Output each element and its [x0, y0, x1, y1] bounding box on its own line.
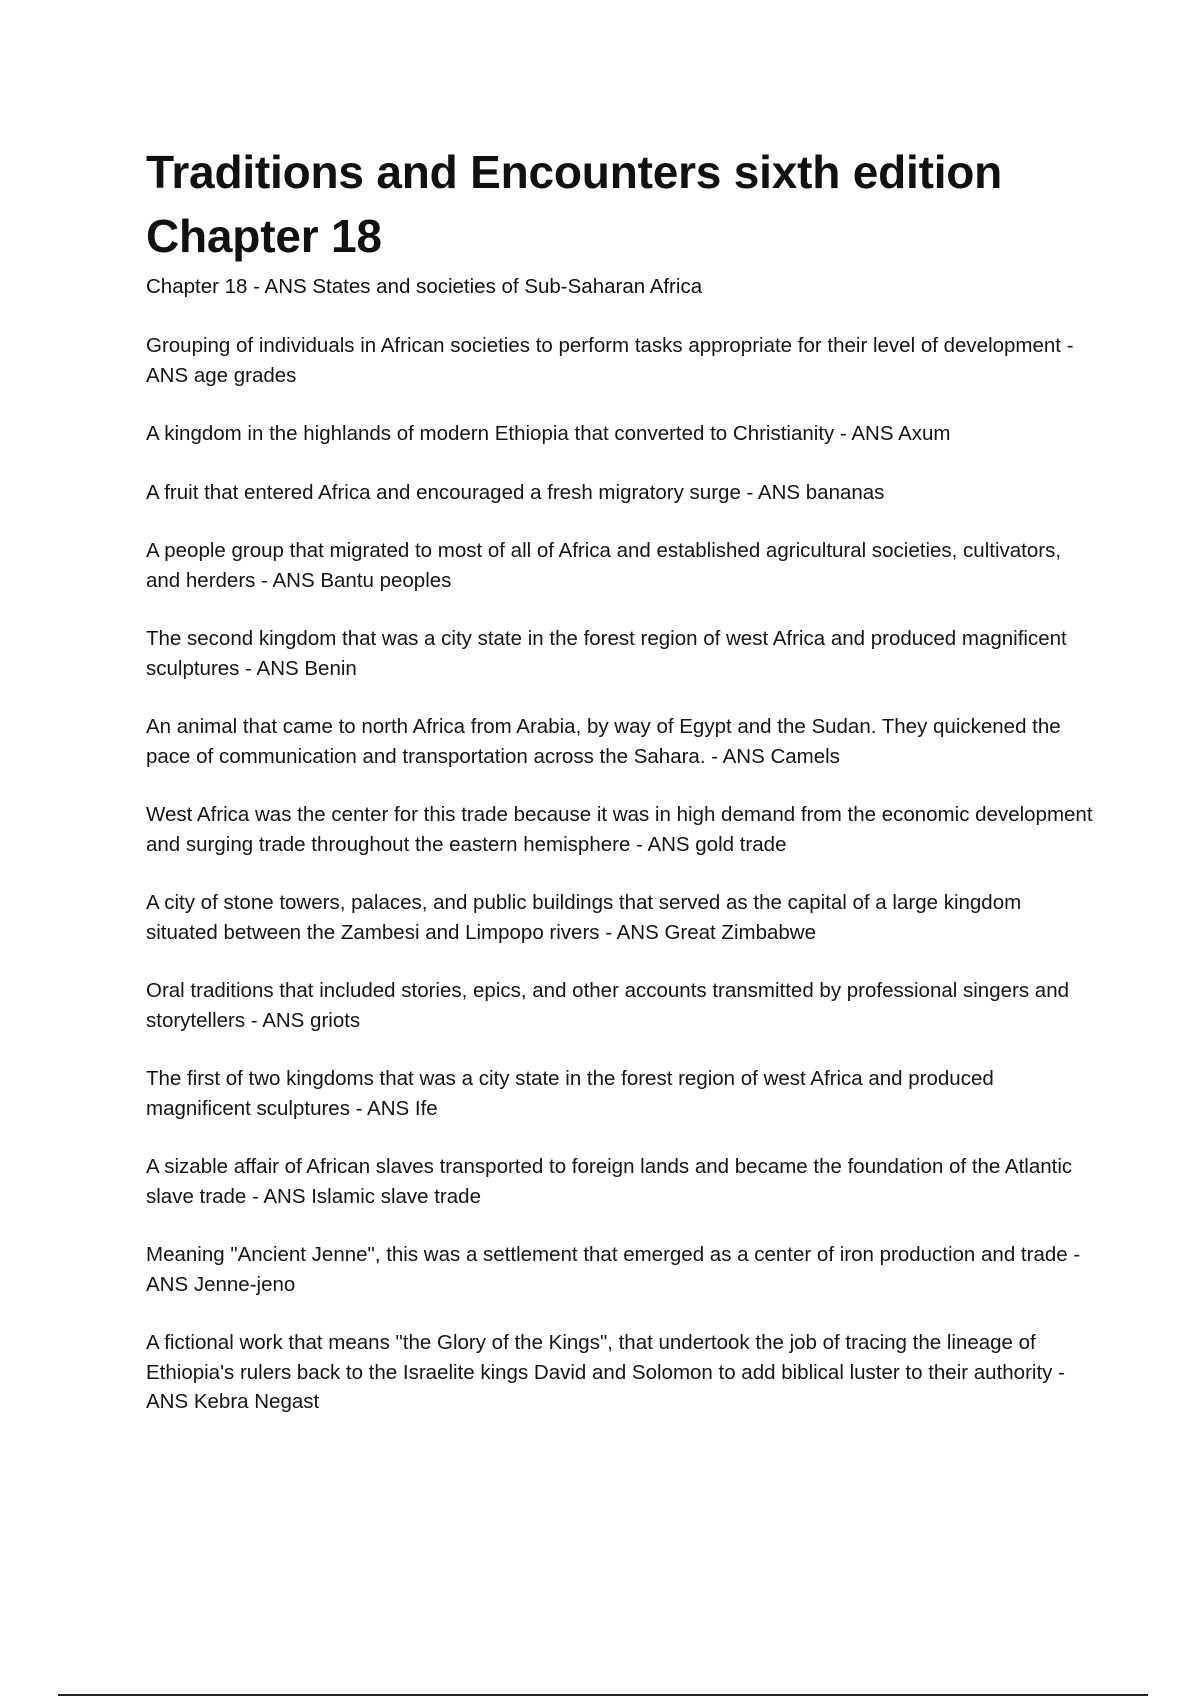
document-content [146, 140, 1096, 1417]
document-title: Traditions and Encounters sixth edition Chapter 18 [146, 146, 1003, 262]
qa-item: A fruit that entered Africa and encouraged a fresh migratory surge - ANS bananas [146, 480, 885, 504]
qa-item: The first of two kingdoms that was a city state in the forest region of west Africa and produced magnificent sculptures - ANS Ife [146, 1067, 994, 1120]
qa-item: Grouping of individuals in African societies to perform tasks appropriate for their level of development - ANS age grades [146, 334, 1074, 387]
qa-item: A sizable affair of African slaves transported to foreign lands and became the foundation of the Atlantic slave trade - ANS Islamic slave trade [146, 1155, 1073, 1208]
qa-item: An animal that came to north Africa from Arabia, by way of Egypt and the Sudan. They quickened the pace of communication and transportation across the Sahara. - ANS Camels [146, 715, 1061, 768]
qa-item: Meaning "Ancient Jenne", this was a settlement that emerged as a center of iron production and trade - ANS Jenne-jeno [146, 1243, 1081, 1296]
qa-item: The second kingdom that was a city state in the forest region of west Africa and produced magnificent sculptures - ANS Benin [146, 627, 1067, 680]
qa-item: West Africa was the center for this trade because it was in high demand from the economic development and surging trade throughout the eastern hemisphere - ANS gold trade [146, 803, 1093, 856]
document-subtitle: Chapter 18 - ANS States and societies of Sub-Saharan Africa [146, 275, 703, 298]
qa-item: A people group that migrated to most of all of Africa and established agricultural societies, cultivators, and herders - ANS Bantu peoples [146, 539, 1062, 592]
qa-item: A kingdom in the highlands of modern Ethiopia that converted to Christianity - ANS Axum [146, 422, 951, 445]
qa-item: Oral traditions that included stories, epics, and other accounts transmitted by professional singers and storytellers - ANS griots [146, 979, 1069, 1032]
qa-item: A city of stone towers, palaces, and public buildings that served as the capital of a large kingdom situated between the Zambesi and Limpopo rivers - ANS Great Zimbabwe [146, 891, 1022, 944]
footer-divider [58, 1694, 1148, 1696]
qa-list [146, 331, 1096, 1417]
qa-item: A fictional work that means "the Glory of the Kings", that undertook the job of tracing the lineage of Ethiopia's rulers back to the Israelite kings David and Solomon to add biblical luster to their authority - ANS Kebra Negast [146, 1331, 1065, 1413]
